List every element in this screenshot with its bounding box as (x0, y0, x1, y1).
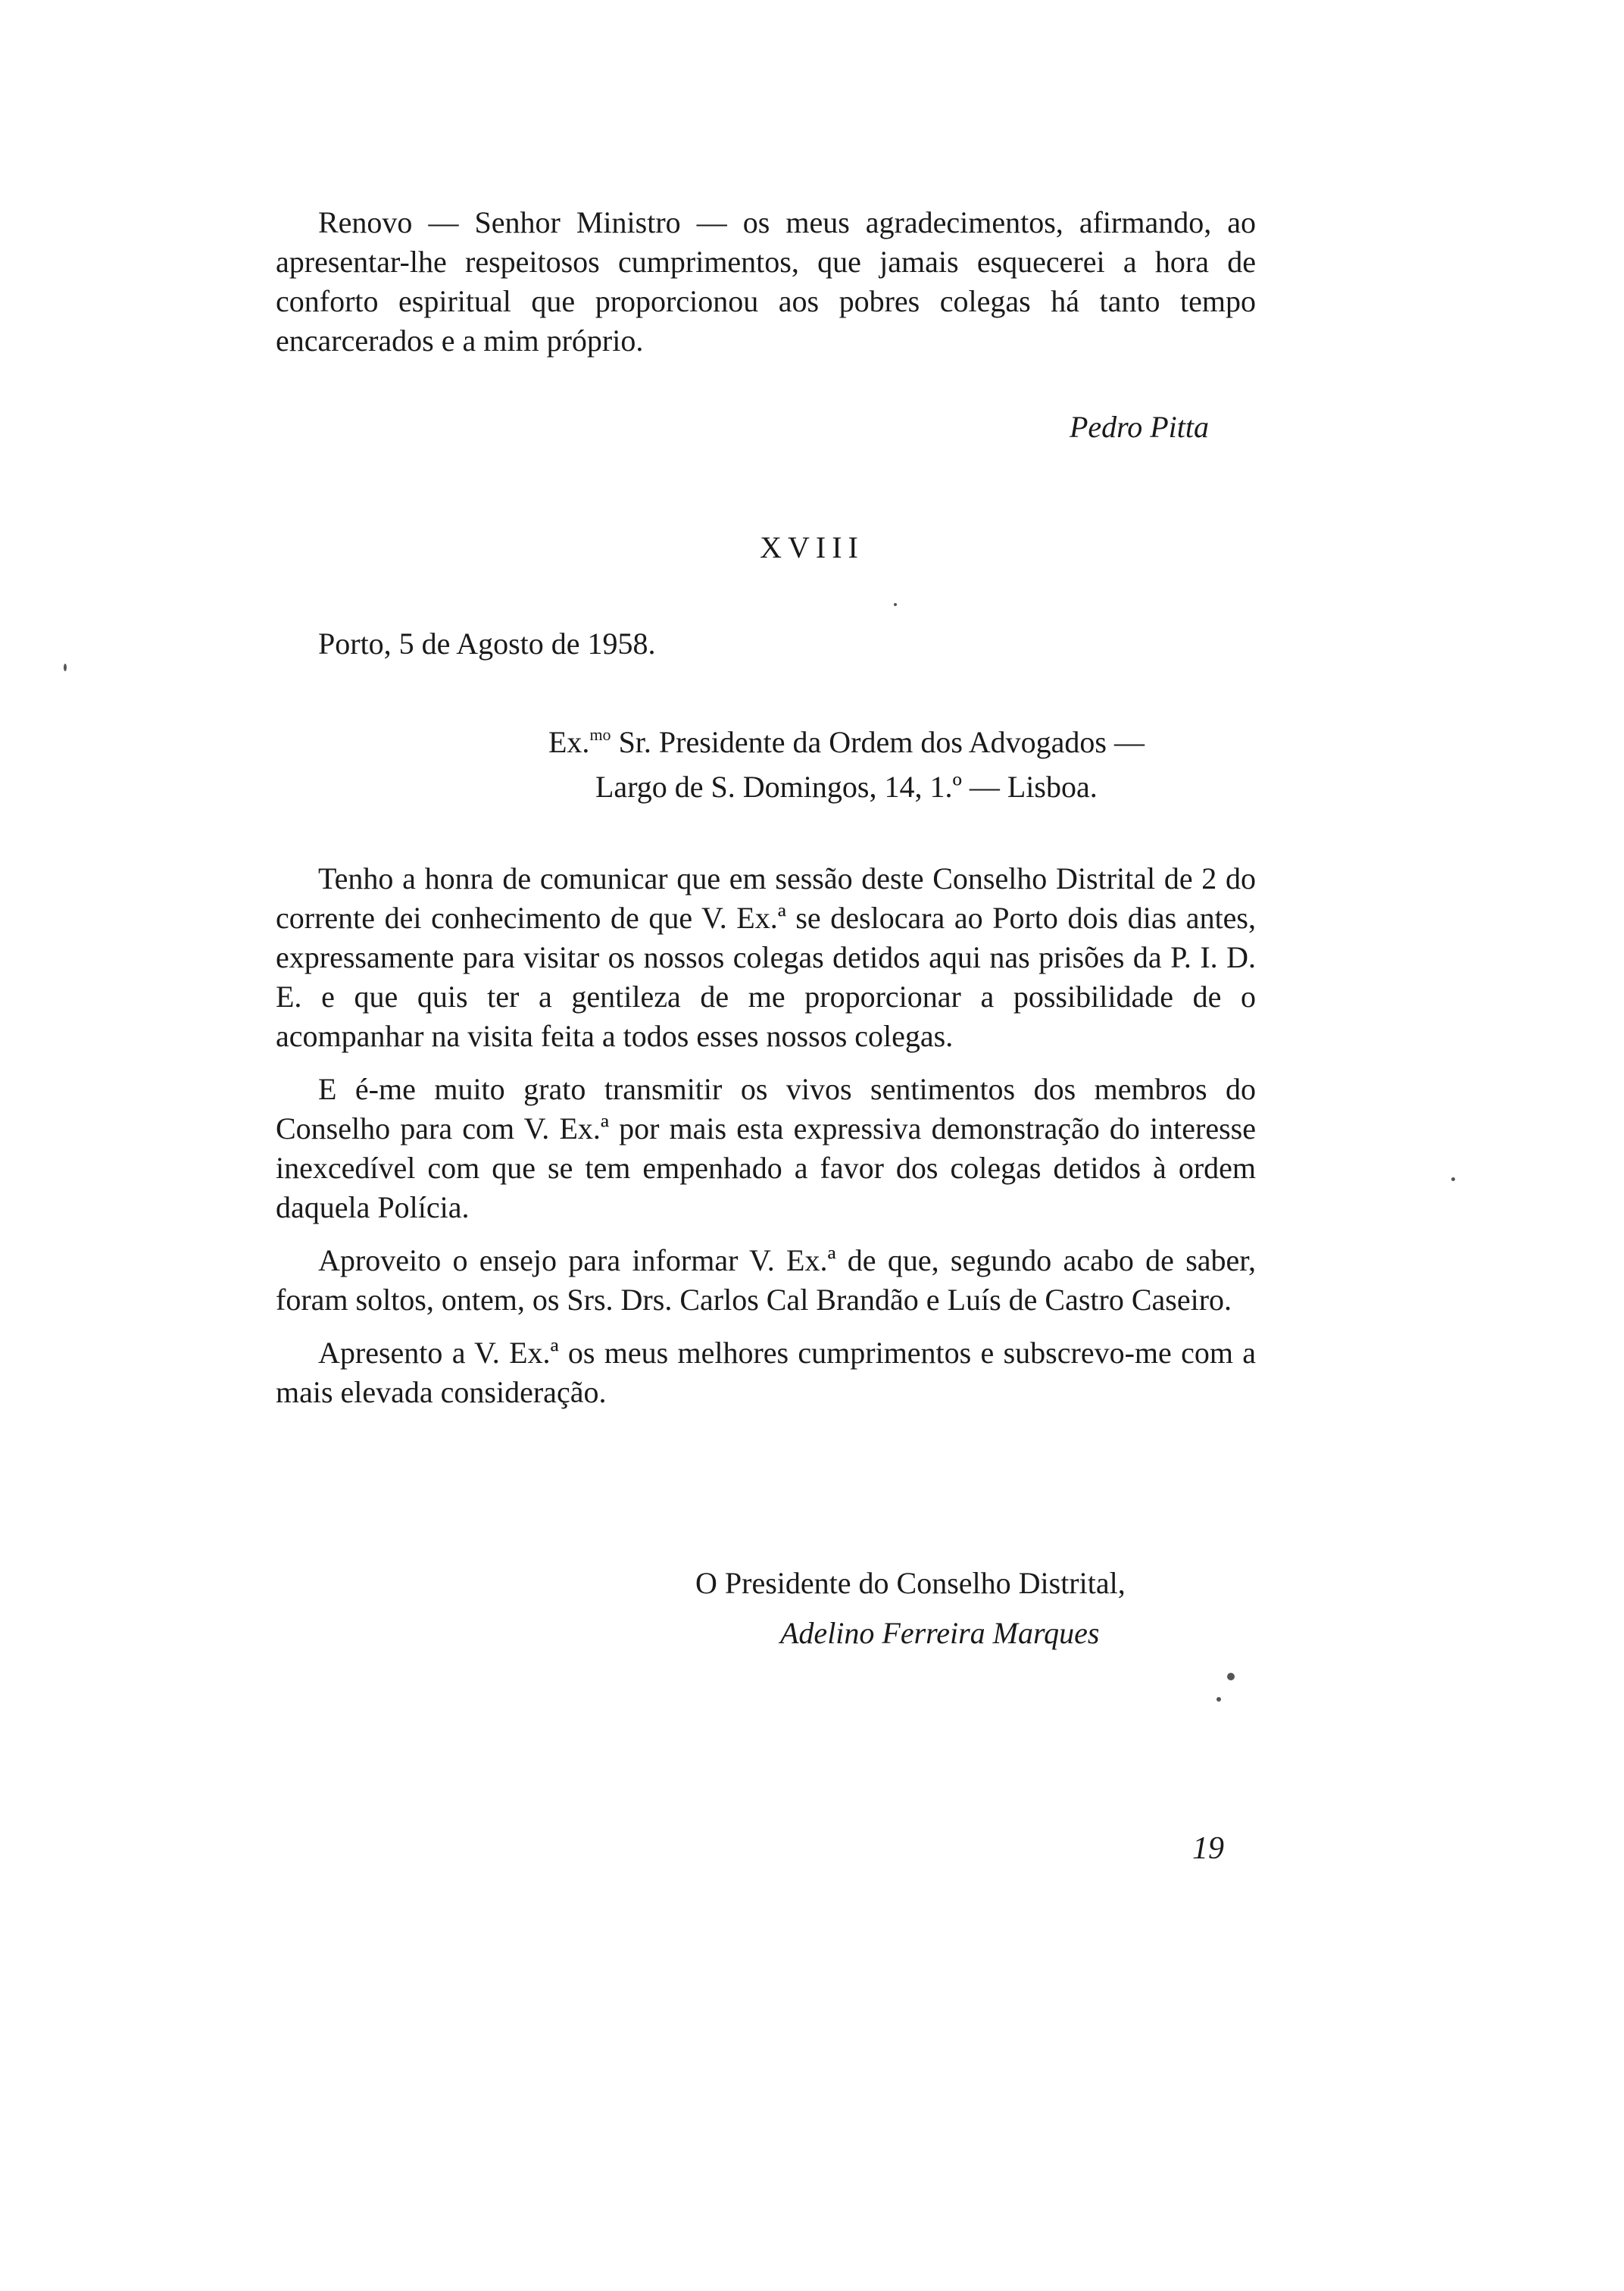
signature-pedro-pitta: Pedro Pitta (1069, 410, 1209, 444)
letter-body (276, 859, 1256, 1426)
page-number: 19 (1192, 1831, 1224, 1866)
signer-name: Adelino Ferreira Marques (780, 1616, 1100, 1650)
closing-paragraph: Renovo — Senhor Ministro — os meus agradecimentos, afirmando, ao apresentar-lhe respeitosos cumprimentos, que jamais esquecerei a hora de conforto espiritual que proporcionou aos pobres colegas há tanto tempo encarcerados e a mim próprio. (276, 205, 1256, 358)
scan-speck (1227, 1673, 1235, 1680)
letter-paragraph-2: E é-me muito grato transmitir os vivos sentimentos dos membros do Conselho para com V. Ex.ª por mais esta expressiva demonstração do interesse inexcedível com que se tem empenhado a favor dos colegas detidos à ordem daquela Polícia. (276, 1072, 1256, 1224)
scan-speck (64, 664, 67, 671)
addressee-superscript: mo (589, 725, 611, 744)
section-heading: XVIII (760, 530, 864, 564)
scan-speck (1451, 1177, 1455, 1181)
letter-paragraph-1: Tenho a honra de comunicar que em sessão deste Conselho Distrital de 2 do corrente dei conhecimento de que V. Ex.ª se deslocara ao Porto dois dias antes, expressamente para visitar os nossos colegas detidos aqui nas prisões da P. I. D. E. e que quis ter a gentileza de me proporcionar a possibilidade de o acompanhar na visita feita a todos esses nossos colegas. (276, 861, 1256, 1053)
addressee-prefix: Ex. (548, 725, 590, 759)
scan-speck (1216, 1697, 1221, 1702)
letter-place-date: Porto, 5 de Agosto de 1958. (318, 627, 656, 661)
letter-addressee-line1 (548, 723, 1145, 762)
signer-title: O Presidente do Conselho Distrital, (695, 1566, 1126, 1600)
letter-paragraph-4: Apresento a V. Ex.ª os meus melhores cumprimentos e subscrevo-me com a mais elevada consideração. (276, 1336, 1256, 1409)
scan-speck (894, 603, 897, 606)
addressee-line1-rest: Sr. Presidente da Ordem dos Advogados — (611, 725, 1145, 759)
letter-addressee-line2: Largo de S. Domingos, 14, 1.º — Lisboa. (595, 770, 1098, 804)
letter-paragraph-3: Aproveito o ensejo para informar V. Ex.ª de que, segundo acabo de saber, foram soltos, ontem, os Srs. Drs. Carlos Cal Brandão e Luís de Castro Caseiro. (276, 1243, 1256, 1317)
